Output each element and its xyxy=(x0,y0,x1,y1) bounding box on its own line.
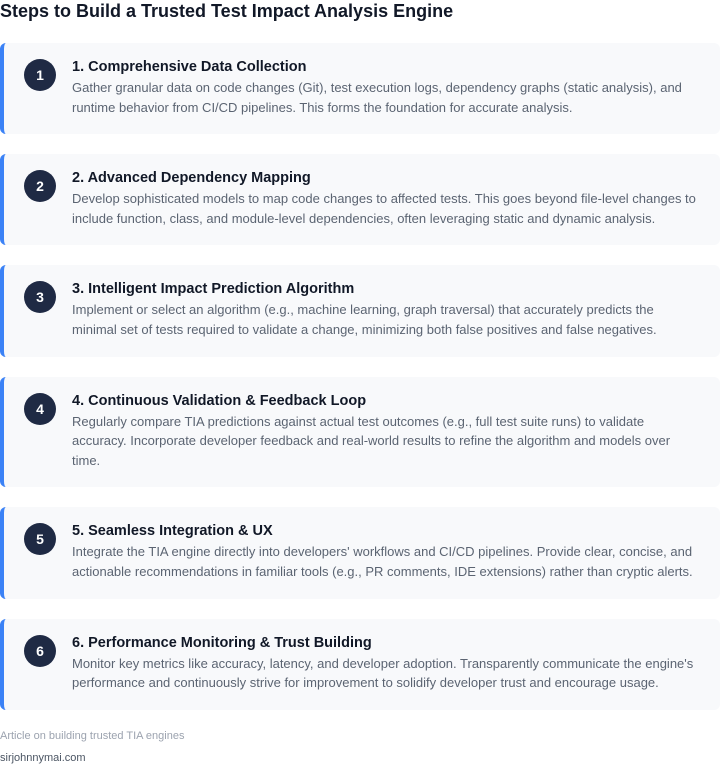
step-title: 4. Continuous Validation & Feedback Loop xyxy=(72,392,367,409)
step-description: Implement or select an algorithm (e.g., machine learning, graph traversal) that accurately predicts the minimal set of tests required to validate a change, minimizing both false positives and false negatives. xyxy=(72,302,657,337)
step-number-badge: 5 xyxy=(24,523,56,555)
step-card xyxy=(0,377,720,488)
article-caption: Article on building trusted TIA engines xyxy=(0,730,185,742)
step-description: Gather granular data on code changes (Git), test execution logs, dependency graphs (static analysis), and runtime behavior from CI/CD pipelines. This forms the foundation for accurate analysis. xyxy=(72,80,682,115)
step-number-badge: 4 xyxy=(24,393,56,425)
source-link[interactable]: sirjohnnymai.com xyxy=(0,752,86,764)
step-card xyxy=(0,154,720,245)
step-number-badge: 1 xyxy=(24,59,56,91)
step-card xyxy=(0,265,720,356)
step-title: 2. Advanced Dependency Mapping xyxy=(72,170,311,187)
step-description: Integrate the TIA engine directly into developers' workflows and CI/CD pipelines. Provide clear, concise, and actionable recommendations in familiar tools (e.g., PR comments, IDE extensions) rather than cryptic alerts. xyxy=(72,544,693,579)
step-description: Monitor key metrics like accuracy, latency, and developer adoption. Transparently communicate the engine's performance and continuously strive for improvement to solidify developer trust and encourage usage. xyxy=(72,655,694,691)
steps-list xyxy=(0,43,720,730)
step-description: Develop sophisticated models to map code changes to affected tests. This goes beyond file-level changes to include function, class, and module-level dependencies, often leveraging static and dynamic analysis. xyxy=(72,191,696,226)
step-title: 1. Comprehensive Data Collection xyxy=(72,59,307,75)
step-title: 6. Performance Monitoring & Trust Building xyxy=(72,634,372,651)
step-title: 3. Intelligent Impact Prediction Algorithm xyxy=(72,281,355,298)
step-card xyxy=(0,619,720,710)
step-description: Regularly compare TIA predictions against actual test outcomes (e.g., full test suite runs) to validate accuracy. Incorporate developer feedback and real-world results to refine the algorithm and models over time. xyxy=(72,413,671,468)
step-number-badge: 6 xyxy=(24,635,56,667)
step-number-badge: 3 xyxy=(24,281,56,313)
step-number-badge: 2 xyxy=(24,170,56,202)
step-title: 5. Seamless Integration & UX xyxy=(72,523,273,540)
page-title: Steps to Build a Trusted Test Impact Analysis Engine xyxy=(0,1,454,21)
step-card xyxy=(0,43,720,134)
step-card xyxy=(0,507,720,598)
